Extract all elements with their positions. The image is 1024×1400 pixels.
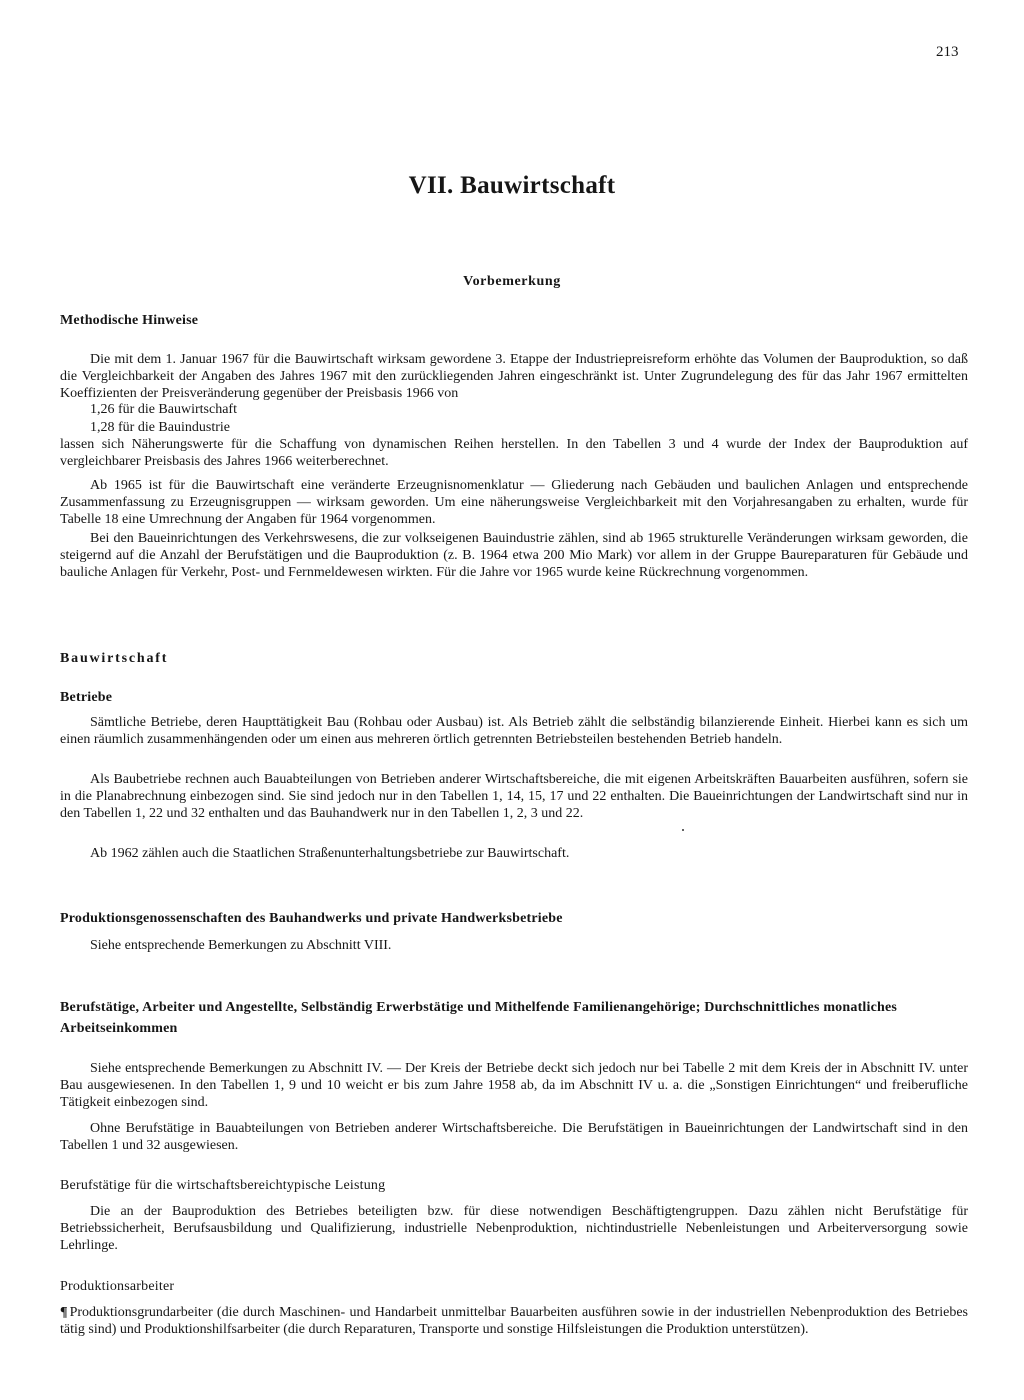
- paragraph-methodische-1: Die mit dem 1. Januar 1967 für die Bauwirtschaft wirksam gewordene 3. Etappe der Industriepreisreform erhöhte das Volumen der Bauproduktion, so daß die Vergleichbarkeit der Angaben des Jahres 1967 mit den zurückliegenden Jahren eingeschränkt ist. Unter Zugrundelegung des für das Jahr 1967 ermittelten Koeffizienten der Preisveränderung gegenüber der Preisbasis 1966 von: [60, 352, 968, 401]
- paragraph-methodische-3: Bei den Baueinrichtungen des Verkehrswesens, die zur volkseigenen Bauindustrie zählen, sind ab 1965 strukturelle Veränderungen wirksam geworden, die steigernd auf die Anzahl der Berufstätigen und die Bauproduktion (z. B. 1964 etwa 200 Mio Mark) vor allem in der Gruppe Baureparaturen für Gebäude und bauliche Anlagen für Verkehr, Post- und Fernmeldewesen wirkten. Für die Jahre vor 1965 wurde keine Rückrechnung vorgenommen.: [60, 531, 968, 580]
- coefficient-bauindustrie: 1,28 für die Bauindustrie: [90, 420, 230, 435]
- subsection-heading-typische-leistung: Berufstätige für die wirtschaftsbereichtypische Leistung: [60, 1178, 386, 1193]
- paragraph-produktionsarbeiter: [60, 1304, 968, 1338]
- paragraph-berufstaetige-1: Siehe entsprechende Bemerkungen zu Abschnitt IV. — Der Kreis der Betriebe deckt sich jedoch nur bei Tabelle 2 mit dem Kreis der in Abschnitt IV. unter Bau ausgewiesenen. In den Tabellen 1, 9 und 10 weicht er bis zum Jahre 1958 ab, da im Abschnitt IV u. a. die „Sonstigen Einrichtungen“ und freiberufliche Tätigkeit einbezogen sind.: [60, 1061, 968, 1110]
- subsection-heading-pgh: Produktionsgenossenschaften des Bauhandwerks und private Handwerksbetriebe: [60, 911, 563, 926]
- section-heading-methodische-hinweise: Methodische Hinweise: [60, 313, 199, 328]
- subsection-heading-produktionsarbeiter: Produktionsarbeiter: [60, 1279, 175, 1294]
- paragraph-betriebe-2: Als Baubetriebe rechnen auch Bauabteilungen von Betrieben anderer Wirtschaftsbereiche, die mit eigenen Arbeitskräften Bauarbeiten ausführen, sofern sie in die Planabrechnung einbezogen sind. Sie sind jedoch nur in den Tabellen 1, 14, 15, 17 und 22 enthalten. Die Baueinrichtungen der Landwirtschaft sind nur in den Tabellen 1, 22 und 32 enthalten und das Bauhandwerk nur in den Tabellen 1, 2, 3 und 22.: [60, 772, 968, 821]
- paragraph-methodische-2: Ab 1965 ist für die Bauwirtschaft eine veränderte Erzeugnisnomenklatur — Gliederung nach Gebäuden und baulichen Anlagen und entsprechende Zusammenfassung zu Erzeugnisgruppen — wirksam geworden. Um eine näherungsweise Vergleichbarkeit mit den Vorjahresangaben zu erhalten, wurde für Tabelle 18 eine Umrechnung der Angaben für 1964 vorgenommen.: [60, 478, 968, 527]
- paragraph-betriebe-3: Ab 1962 zählen auch die Staatlichen Straßenunterhaltungsbetriebe zur Bauwirtschaft.: [90, 846, 570, 861]
- subsection-heading-betriebe: Betriebe: [60, 690, 113, 705]
- paragraph-pgh-1: Siehe entsprechende Bemerkungen zu Abschnitt VIII.: [90, 938, 392, 953]
- speck-mark: [682, 829, 684, 831]
- section-heading-bauwirtschaft: Bauwirtschaft: [60, 651, 169, 666]
- paragraph-berufstaetige-2: Ohne Berufstätige in Bauabteilungen von Betrieben anderer Wirtschaftsbereiche. Die Berufstätigen in Baueinrichtungen der Landwirtschaft sind in den Tabellen 1 und 32 ausgewiesen.: [60, 1121, 968, 1153]
- paragraph-methodische-1-continued: lassen sich Näherungswerte für die Schaffung von dynamischen Reihen herstellen. In den Tabellen 3 und 4 wurde der Index der Bauproduktion auf vergleichbarer Preisbasis des Jahres 1966 weiterberechnet.: [60, 437, 968, 469]
- paragraph-produktionsarbeiter-text: Produktionsgrundarbeiter (die durch Maschinen- und Handarbeit unmittelbar Bauarbeiten ausführen sowie in der industriellen Nebenproduktion des Betriebes tätig sind) und Produktionshilfsarbeiter (die durch Reparaturen, Transporte und sonstige Hilfsleistungen die Produktion unterstützen).: [60, 1305, 968, 1337]
- pilcrow-mark: ¶: [60, 1305, 68, 1320]
- coefficient-bauwirtschaft: 1,26 für die Bauwirtschaft: [90, 402, 237, 417]
- preface-heading: Vorbemerkung: [463, 274, 561, 289]
- paragraph-typische-leistung: Die an der Bauproduktion des Betriebes beteiligten bzw. für diese notwendigen Beschäftigtengruppen. Dazu zählen nicht Berufstätige für Betriebssicherheit, Berufsausbildung und Qualifizierung, industrielle Nebenproduktion, nichtindustrielle Nebenleistungen und Arbeiterversorgung sowie Lehrlinge.: [60, 1204, 968, 1253]
- subsection-heading-berufstaetige: Berufstätige, Arbeiter und Angestellte, Selbständig Erwerbstätige und Mithelfende Familienangehörige; Durchschnittliches monatliches Arbeitseinkommen: [60, 1000, 898, 1036]
- chapter-title: VII. Bauwirtschaft: [408, 172, 616, 199]
- page-number: 213: [936, 44, 959, 60]
- paragraph-betriebe-1: Sämtliche Betriebe, deren Haupttätigkeit Bau (Rohbau oder Ausbau) ist. Als Betrieb zählt die selbständig bilanzierende Einheit. Hierbei kann es sich um einen räumlich zusammenhängenden oder um einen aus mehreren örtlich getrennten Betriebsteilen bestehenden Betrieb handeln.: [60, 715, 968, 747]
